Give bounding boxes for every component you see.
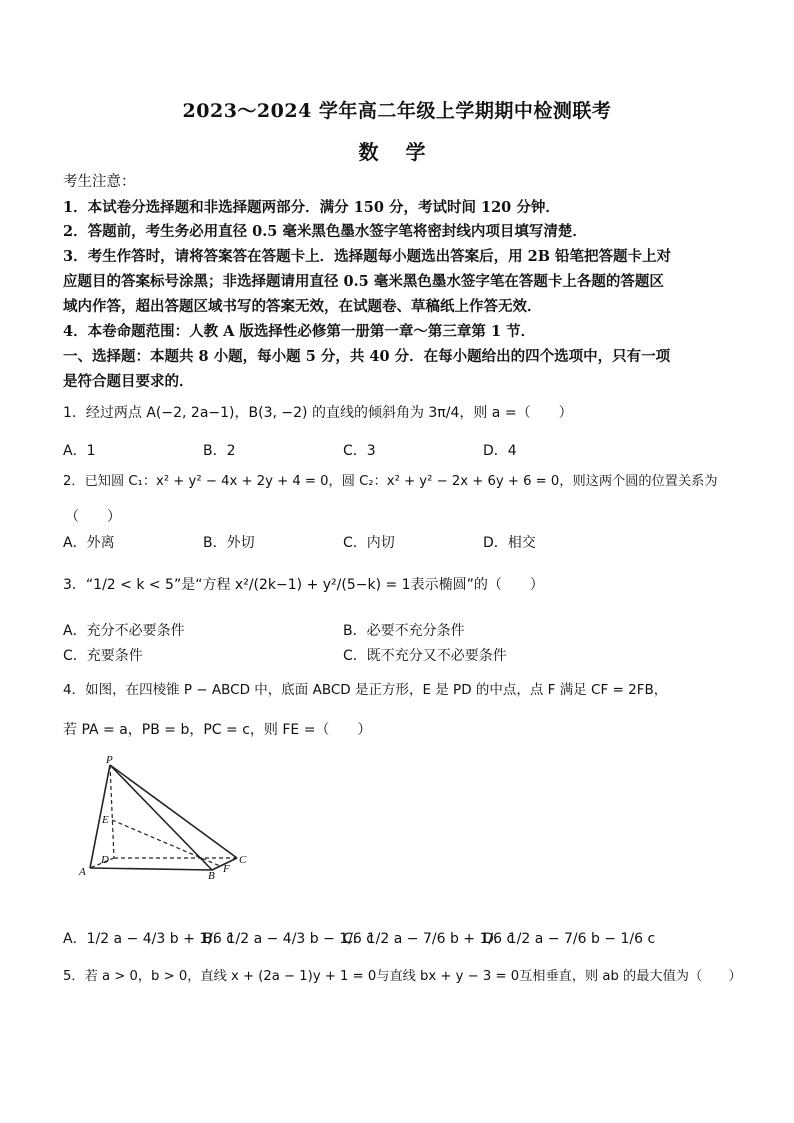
q2-option-d: D．相交	[483, 535, 536, 551]
label-F: F	[223, 863, 230, 875]
q1-option-d: D．4	[483, 443, 517, 459]
q3-option-d: C．既不充分又不必要条件	[343, 648, 507, 664]
label-E: E	[102, 814, 109, 826]
q3-option-a: A．充分不必要条件	[63, 623, 185, 639]
label-D: D	[101, 854, 109, 866]
q2-paren: （ ）	[65, 509, 121, 525]
edge-PC	[110, 765, 237, 858]
label-B: B	[208, 870, 215, 880]
q4-option-b: B．1/2 a − 4/3 b − 1/6 c	[203, 931, 374, 947]
notice-line-4: 应题目的答案标号涂黑；非选择题请用直径 0.5 毫米黑色墨水签字笔在答题卡上各题的答题区	[63, 273, 664, 290]
edge-AB	[90, 868, 212, 870]
q2-stem: 2．已知圆 C₁：x² + y² − 4x + 2y + 4 = 0，圆 C₂：x² + y² − 2x + 6y + 6 = 0，则这两个圆的位置关系为	[63, 474, 718, 489]
q2-option-b: B．外切	[203, 535, 255, 551]
q3-option-b: B．必要不充分条件	[343, 623, 465, 639]
q1-option-b: B．2	[203, 443, 236, 459]
subject-title: 数 学	[358, 140, 436, 164]
notice-line-6: 4．本卷命题范围：人教 A 版选择性必修第一册第一章～第三章第 1 节．	[63, 323, 536, 340]
label-A: A	[79, 866, 86, 878]
notice-line-2: 2．答题前，考生务必用直径 0.5 毫米黑色墨水签字笔将密封线内项目填写清楚．	[63, 223, 587, 240]
notice-line-5: 域内作答，超出答题区域书写的答案无效，在试题卷、草稿纸上作答无效．	[63, 298, 542, 315]
segment-EF	[112, 820, 220, 866]
q2-option-a: A．外离	[63, 535, 115, 551]
q1-option-c: C．3	[343, 443, 376, 459]
q5-stem: 5．若 a > 0，b > 0，直线 x + (2a − 1)y + 1 = 0与直线 bx + y − 3 = 0互相垂直，则 ab 的最大值为（ ）	[63, 969, 742, 984]
notice-line-3: 3．考生作答时，请将答案答在答题卡上．选择题每小题选出答案后，用 2B 铅笔把答题卡上对	[63, 248, 672, 265]
edge-PB	[110, 765, 212, 870]
notice-heading: 考生注意：	[63, 174, 136, 190]
q3-stem: 3．“1/2 < k < 5”是“方程 x²/(2k−1) + y²/(5−k) = 1表示椭圆”的（ ）	[63, 577, 544, 593]
pyramid-diagram	[62, 755, 272, 880]
section-heading-line-1: 一、选择题：本题共 8 小题，每小题 5 分，共 40 分．在每小题给出的四个选项中，只有一项	[63, 348, 671, 365]
q4-option-d: D．1/2 a − 7/6 b − 1/6 c	[483, 931, 656, 947]
q3-option-c: C．充要条件	[63, 648, 143, 664]
exam-title: 2023～2024 学年高二年级上学期期中检测联考	[182, 100, 612, 122]
q4-stem-line-1: 4．如图，在四棱锥 P − ABCD 中，底面 ABCD 是正方形，E 是 PD 的中点，点 F 满足 CF = 2FB，	[63, 682, 668, 698]
label-C: C	[239, 854, 247, 866]
q4-option-c: C．1/2 a − 7/6 b + 1/6 c	[343, 931, 515, 947]
q1-option-a: A．1	[63, 443, 96, 459]
q1-stem: 1．经过两点 A(−2, 2a−1)，B(3, −2) 的直线的倾斜角为 3π/4，则 a =（ ）	[63, 405, 573, 421]
q4-stem-line-2: 若 PA = a，PB = b，PC = c，则 FE =（ ）	[63, 722, 372, 738]
q2-option-c: C．内切	[343, 535, 395, 551]
label-P: P	[106, 755, 113, 766]
q4-option-a: A．1/2 a − 4/3 b + 1/6 c	[63, 931, 234, 947]
edge-PD	[110, 765, 114, 858]
section-heading-line-2: 是符合题目要求的．	[63, 373, 194, 390]
notice-line-1: 1．本试卷分选择题和非选择题两部分．满分 150 分，考试时间 120 分钟．	[63, 199, 560, 216]
